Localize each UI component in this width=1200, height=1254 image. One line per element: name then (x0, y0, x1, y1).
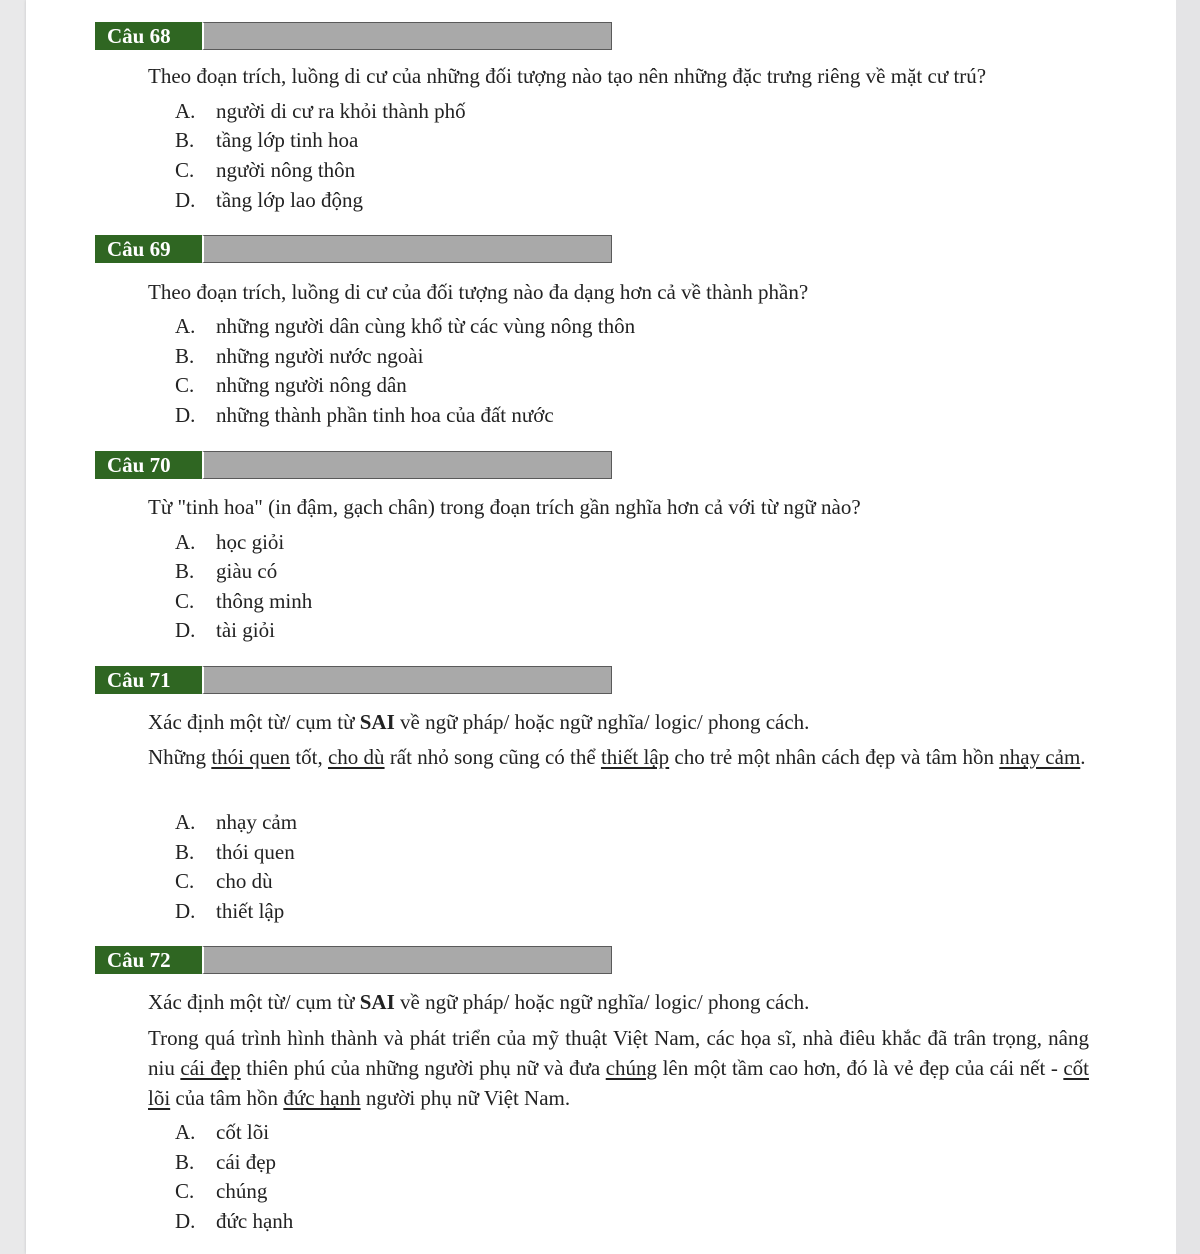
question-header-bar (202, 235, 612, 263)
option-d[interactable]: D. đức hạnh (175, 1209, 294, 1233)
question-sentence: Những thói quen tốt, cho dù rất nhỏ song cũng có thể thiết lập cho trẻ một nhân cách đẹp và tâm hồn nhạy cảm. (148, 745, 1086, 769)
question-header-72 (95, 946, 612, 974)
option-b[interactable]: B. thói quen (175, 840, 295, 864)
question-number: Câu 68 (95, 22, 202, 50)
option-c[interactable]: C. cho dù (175, 869, 273, 893)
underlined-term: cho dù (327, 745, 385, 769)
question-header-bar (202, 451, 612, 479)
option-d[interactable]: D. những thành phần tinh hoa của đất nước (175, 403, 554, 427)
scrollbar-track[interactable] (1176, 0, 1200, 1254)
question-instruction: Xác định một từ/ cụm từ SAI về ngữ pháp/ hoặc ngữ nghĩa/ logic/ phong cách. (148, 990, 810, 1014)
option-d[interactable]: D. thiết lập (175, 899, 285, 923)
question-number: Câu 72 (95, 946, 202, 974)
option-c[interactable]: C. thông minh (175, 589, 313, 613)
question-header-bar (202, 946, 612, 974)
option-b[interactable]: B. những người nước ngoài (175, 344, 424, 368)
question-instruction: Xác định một từ/ cụm từ SAI về ngữ pháp/ hoặc ngữ nghĩa/ logic/ phong cách. (148, 710, 810, 734)
question-prompt: Theo đoạn trích, luồng di cư của những đối tượng nào tạo nên những đặc trưng riêng về mặt cư trú? (148, 64, 987, 88)
option-c[interactable]: C. chúng (175, 1179, 268, 1203)
option-d[interactable]: D. tài giỏi (175, 618, 275, 642)
question-header-68 (95, 22, 612, 50)
option-b[interactable]: B. giàu có (175, 559, 278, 583)
option-b[interactable]: B. cái đẹp (175, 1150, 277, 1174)
emphasis-sai: SAI (359, 710, 395, 734)
underlined-term: đức hạnh (283, 1086, 361, 1110)
question-header-bar (202, 22, 612, 50)
option-a[interactable]: A. cốt lõi (175, 1120, 270, 1144)
option-a[interactable]: A. nhạy cảm (175, 810, 298, 834)
option-a[interactable]: A. những người dân cùng khổ từ các vùng nông thôn (175, 314, 636, 338)
option-c[interactable]: C. những người nông dân (175, 373, 407, 397)
option-d[interactable]: D. tầng lớp lao động (175, 188, 363, 212)
question-header-71 (95, 666, 612, 694)
option-a[interactable]: A. học giỏi (175, 530, 285, 554)
emphasis-sai: SAI (359, 990, 395, 1014)
question-number: Câu 70 (95, 451, 202, 479)
underlined-term: nhạy cảm (999, 745, 1081, 769)
question-header-70 (95, 451, 612, 479)
option-c[interactable]: C. người nông thôn (175, 158, 356, 182)
question-header-bar (202, 666, 612, 694)
underlined-term: chúng (605, 1056, 658, 1080)
underlined-term: cốt lõi (148, 1056, 1089, 1110)
option-a[interactable]: A. người di cư ra khỏi thành phố (175, 99, 466, 123)
underlined-term: thiết lập (600, 745, 670, 769)
option-b[interactable]: B. tầng lớp tinh hoa (175, 128, 359, 152)
underlined-term: thói quen (211, 745, 291, 769)
underlined-term: cái đẹp (180, 1056, 241, 1080)
question-number: Câu 69 (95, 235, 202, 263)
question-sentence: Trong quá trình hình thành và phát triển của mỹ thuật Việt Nam, các họa sĩ, nhà điêu khắc đã trân trọng, nâng niu cái đẹp thiên phú của những người phụ nữ và đưa chúng lên một tầm cao hơn, đó là vẻ đẹp của cái nết - cốt lõi của tâm hồn đức hạnh người phụ nữ Việt Nam. (148, 1026, 1089, 1110)
question-prompt: Theo đoạn trích, luồng di cư của đối tượng nào đa dạng hơn cả về thành phần? (148, 280, 809, 304)
question-number: Câu 71 (95, 666, 202, 694)
question-header-69 (95, 235, 612, 263)
question-prompt: Từ "tinh hoa" (in đậm, gạch chân) trong đoạn trích gần nghĩa hơn cả với từ ngữ nào? (148, 495, 861, 519)
